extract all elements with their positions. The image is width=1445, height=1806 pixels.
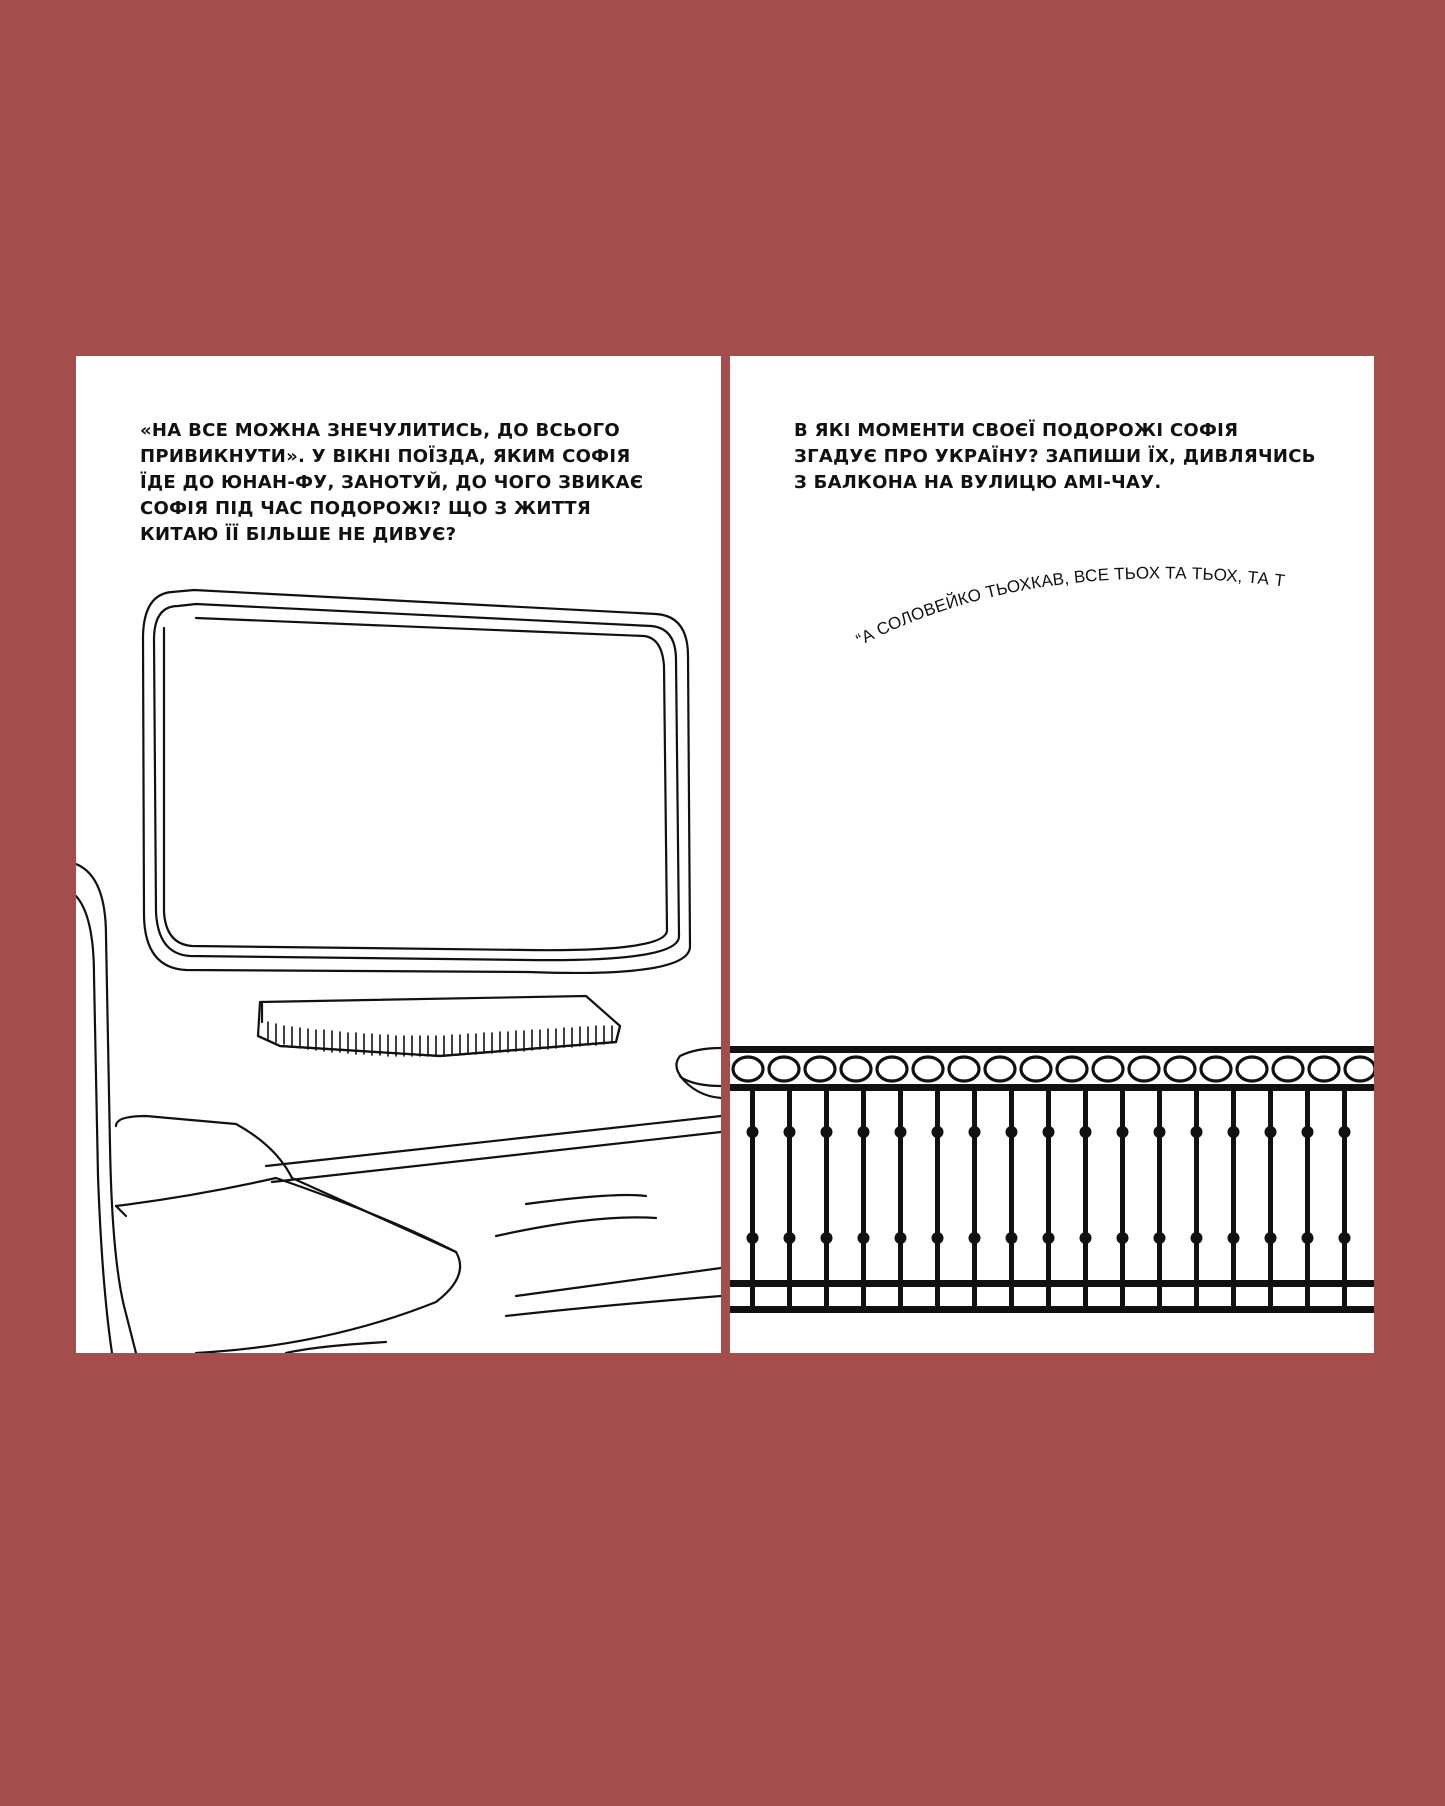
balcony-railing-drawing — [730, 356, 1374, 1353]
right-prompt: В ЯКІ МОМЕНТИ СВОЄЇ ПОДОРОЖІ СОФІЯ ЗГАДУЄ ПРО УКРАЇНУ? ЗАПИШИ ЇХ, ДИВЛЯЧИСЬ З БАЛКОНА НА ВУЛИЦЮ АМІ-ЧАУ. — [794, 420, 1316, 493]
left-page — [76, 356, 721, 1353]
right-page — [730, 356, 1374, 1353]
quote-text: “А СОЛОВЕЙКО ТЬОХКАВ, ВСЕ ТЬОХ ТА ТЬОХ, ТА ТЬОХ!” — [843, 531, 1287, 650]
left-prompt: «НА ВСЕ МОЖНА ЗНЕЧУЛИТИСЬ, ДО ВСЬОГО ПРИВИКНУТИ». У ВІКНІ ПОЇЗДА, ЯКИМ СОФІЯ ЇДЕ ДО ЮНАН-ФУ, ЗАНОТУЙ, ДО ЧОГО ЗВИКАЄ СОФІЯ ПІД ЧАС ПОДОРОЖІ? ЩО З ЖИТТЯ КИТАЮ ЇЇ БІЛЬШЕ НЕ ДИВУЄ? — [140, 420, 644, 545]
